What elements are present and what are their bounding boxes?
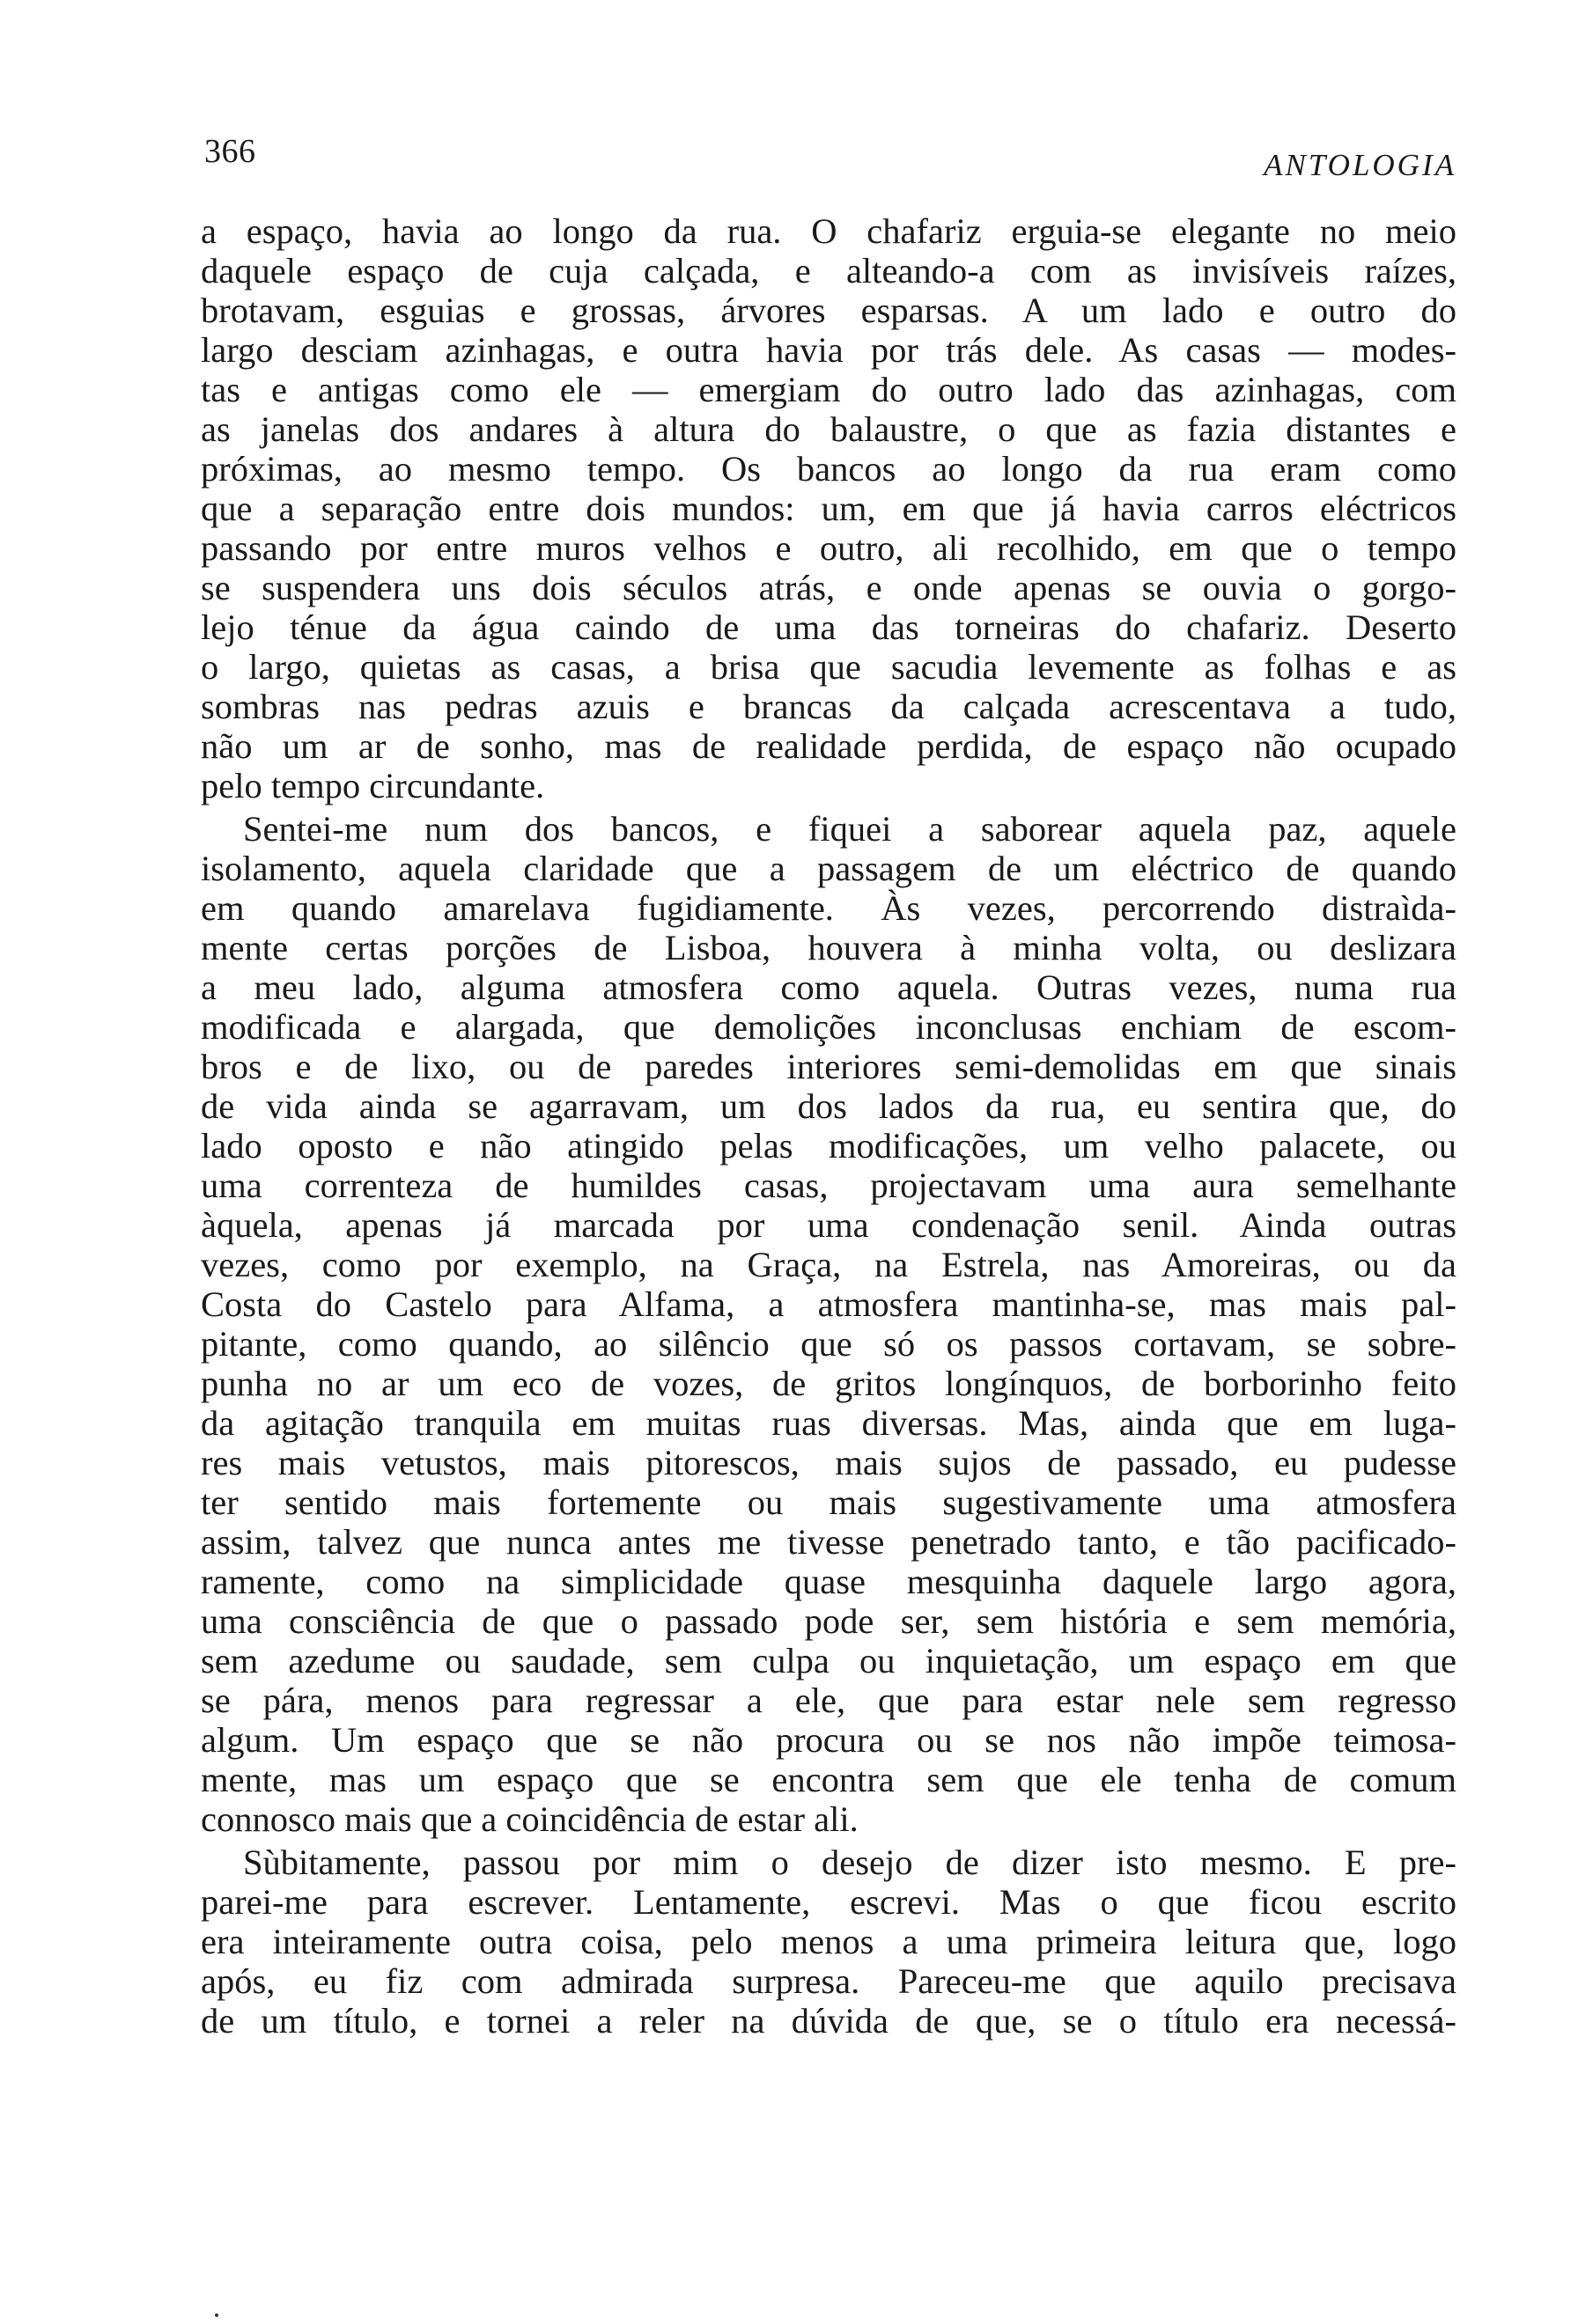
text-line: punha no ar um eco de vozes, de gritos longínquos, de borborinho feito bbox=[201, 1364, 1456, 1403]
stray-ink-mark bbox=[215, 2313, 218, 2317]
text-line: após, eu fiz com admirada surpresa. Pareceu-me que aquilo precisava bbox=[201, 1961, 1456, 2001]
text-line: ter sentido mais fortemente ou mais sugestivamente uma atmosfera bbox=[201, 1482, 1456, 1522]
text-line: brotavam, esguias e grossas, árvores esparsas. A um lado e outro do bbox=[201, 290, 1456, 330]
text-line: daquele espaço de cuja calçada, e alteando-a com as invisíveis raízes, bbox=[201, 251, 1456, 290]
page-number: 366 bbox=[204, 133, 256, 170]
text-line: algum. Um espaço que se não procura ou se nos não impõe teimosa- bbox=[201, 1720, 1456, 1760]
paragraph bbox=[201, 809, 1456, 1839]
text-line: se pára, menos para regressar a ele, que para estar nele sem regresso bbox=[201, 1680, 1456, 1720]
text-line: Sentei-me num dos bancos, e fiquei a saborear aquela paz, aquele bbox=[243, 809, 1456, 849]
text-line: se suspendera uns dois séculos atrás, e onde apenas se ouvia o gorgo- bbox=[201, 568, 1456, 607]
text-line: sem azedume ou saudade, sem culpa ou inquietação, um espaço em que bbox=[201, 1641, 1456, 1680]
text-line: Sùbitamente, passou por mim o desejo de dizer isto mesmo. E pre- bbox=[243, 1842, 1456, 1882]
text-line: passando por entre muros velhos e outro, ali recolhido, em que o tempo bbox=[201, 528, 1456, 568]
text-line: não um ar de sonho, mas de realidade perdida, de espaço não ocupado bbox=[201, 726, 1456, 766]
text-line: tas e antigas como ele — emergiam do outro lado das azinhagas, com bbox=[201, 370, 1456, 409]
text-line: modificada e alargada, que demolições inconclusas enchiam de escom- bbox=[201, 1007, 1456, 1047]
text-line: pitante, como quando, ao silêncio que só os passos cortavam, se sobre- bbox=[201, 1324, 1456, 1364]
text-line: res mais vetustos, mais pitorescos, mais sujos de passado, eu pudesse bbox=[201, 1443, 1456, 1482]
body-text bbox=[201, 211, 1456, 2041]
text-line: connosco mais que a coincidência de estar ali. bbox=[201, 1799, 859, 1839]
text-line: bros e de lixo, ou de paredes interiores semi-demolidas em que sinais bbox=[201, 1047, 1456, 1086]
text-line: vezes, como por exemplo, na Graça, na Estrela, nas Amoreiras, ou da bbox=[201, 1245, 1456, 1284]
text-line: largo desciam azinhagas, e outra havia por trás dele. As casas — modes- bbox=[201, 330, 1456, 370]
text-line: isolamento, aquela claridade que a passagem de um eléctrico de quando bbox=[201, 849, 1456, 888]
text-line: em quando amarelava fugidiamente. Às vezes, percorrendo distraìda- bbox=[201, 888, 1456, 928]
text-line: lejo ténue da água caindo de uma das torneiras do chafariz. Deserto bbox=[201, 607, 1456, 647]
text-line: de um título, e tornei a reler na dúvida de que, se o título era necessá- bbox=[201, 2001, 1456, 2041]
text-line: da agitação tranquila em muitas ruas diversas. Mas, ainda que em luga- bbox=[201, 1403, 1456, 1443]
text-line: lado oposto e não atingido pelas modificações, um velho palacete, ou bbox=[201, 1126, 1456, 1166]
paragraph bbox=[201, 211, 1456, 805]
text-line: ramente, como na simplicidade quase mesquinha daquele largo agora, bbox=[201, 1562, 1456, 1601]
text-line: sombras nas pedras azuis e brancas da calçada acrescentava a tudo, bbox=[201, 687, 1456, 726]
text-line: mente certas porções de Lisboa, houvera à minha volta, ou deslizara bbox=[201, 928, 1456, 967]
text-line: as janelas dos andares à altura do balaustre, o que as fazia distantes e bbox=[201, 409, 1456, 449]
text-line: a espaço, havia ao longo da rua. O chafariz erguia-se elegante no meio bbox=[201, 211, 1456, 251]
text-line: uma consciência de que o passado pode ser, sem história e sem memória, bbox=[201, 1601, 1456, 1641]
text-line: próximas, ao mesmo tempo. Os bancos ao longo da rua eram como bbox=[201, 449, 1456, 489]
running-head: ANTOLOGIA bbox=[1264, 148, 1456, 182]
text-line: Costa do Castelo para Alfama, a atmosfera mantinha-se, mas mais pal- bbox=[201, 1284, 1456, 1324]
text-line: assim, talvez que nunca antes me tivesse penetrado tanto, e tão pacificado- bbox=[201, 1522, 1456, 1562]
text-line: uma correnteza de humildes casas, projectavam uma aura semelhante bbox=[201, 1166, 1456, 1205]
text-line: a meu lado, alguma atmosfera como aquela. Outras vezes, numa rua bbox=[201, 967, 1456, 1007]
text-line: àquela, apenas já marcada por uma condenação senil. Ainda outras bbox=[201, 1205, 1456, 1245]
text-line: mente, mas um espaço que se encontra sem que ele tenha de comum bbox=[201, 1760, 1456, 1799]
text-line: parei-me para escrever. Lentamente, escrevi. Mas o que ficou escrito bbox=[201, 1882, 1456, 1922]
text-line: pelo tempo circundante. bbox=[201, 766, 545, 805]
text-line: o largo, quietas as casas, a brisa que sacudia levemente as folhas e as bbox=[201, 647, 1456, 687]
paragraph bbox=[201, 1842, 1456, 2041]
text-line: que a separação entre dois mundos: um, em que já havia carros eléctricos bbox=[201, 489, 1456, 528]
text-line: era inteiramente outra coisa, pelo menos a uma primeira leitura que, logo bbox=[201, 1922, 1456, 1961]
text-line: de vida ainda se agarravam, um dos lados da rua, eu sentira que, do bbox=[201, 1086, 1456, 1126]
